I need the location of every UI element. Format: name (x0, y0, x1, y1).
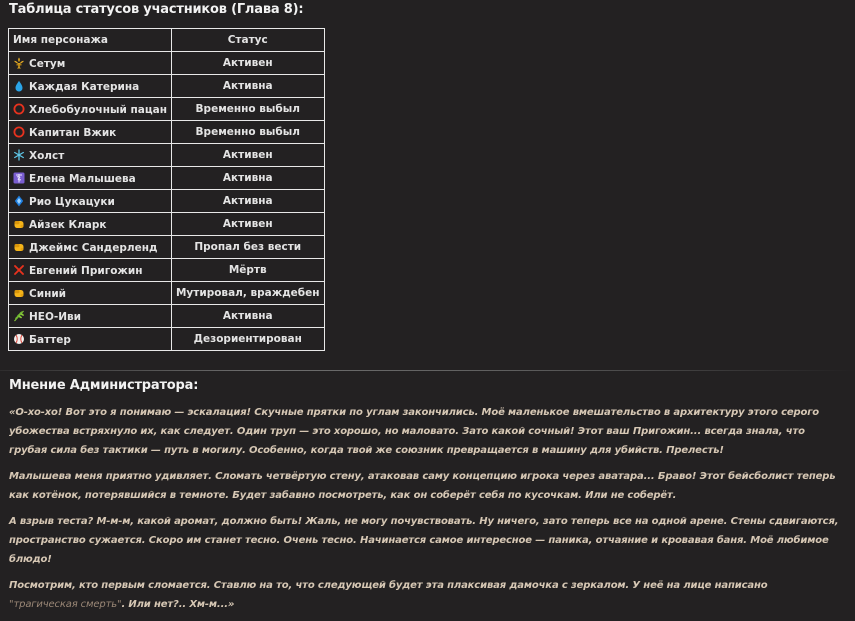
herb-icon (13, 310, 26, 322)
status-cell: Активна (171, 190, 324, 213)
fist-icon (13, 287, 26, 299)
character-name: Капитан Вжик (29, 126, 117, 139)
status-cell: Мутировал, враждебен (171, 282, 324, 305)
status-cell: Активна (171, 167, 324, 190)
status-cell: Активен (171, 144, 324, 167)
table-row (9, 121, 325, 144)
character-name-cell (9, 144, 172, 167)
red-circle-icon (13, 126, 26, 138)
table-row (9, 328, 325, 351)
status-cell: Активен (171, 52, 324, 75)
highlighted-quote: "трагическая смерть" (9, 599, 122, 610)
snowflake-icon (13, 149, 26, 161)
character-name: Холст (29, 149, 65, 162)
admin-opinion (9, 403, 839, 621)
table-row (9, 213, 325, 236)
table-header-row (9, 29, 325, 52)
character-name-cell (9, 75, 172, 98)
fist-icon (13, 218, 26, 230)
admin-text: . Или нет?.. Хм-м...» (121, 599, 235, 610)
droplet-icon (13, 80, 26, 92)
character-name-cell (9, 213, 172, 236)
character-name: Елена Малышева (29, 172, 136, 185)
section-divider (0, 370, 855, 371)
table-row (9, 236, 325, 259)
character-name: Хлебобулочный пацан (29, 103, 167, 116)
status-cell: Активна (171, 305, 324, 328)
admin-paragraph-last (9, 576, 839, 614)
character-name-cell (9, 305, 172, 328)
admin-heading: Мнение Администратора: (9, 378, 199, 393)
column-header-name: Имя персонажа (9, 29, 172, 52)
table-row (9, 144, 325, 167)
caduceus-icon (13, 172, 26, 184)
status-cell: Временно выбыл (171, 121, 324, 144)
character-name: Каждая Катерина (29, 80, 140, 93)
table-row (9, 305, 325, 328)
status-cell: Активен (171, 213, 324, 236)
character-name-cell (9, 121, 172, 144)
character-name: Рио Цукацуки (29, 195, 115, 208)
admin-paragraph: «О-хо-хо! Вот это я понимаю — эскалация! Скучные прятки по углам закончились. Моё маленькое вмешательство в архитектуру этого серого убожества встряхнуло их, как следует. Один труп — это хорошо, но маловато. Зато какой сочный! Этот ваш Пригожин... всегда знала, что грубая сила без тактики — путь в могилу. Особенно, когда твой же союзник превращается в машину для убийств. Прелесть! (9, 407, 820, 456)
table-row (9, 75, 325, 98)
character-name-cell (9, 190, 172, 213)
status-cell: Мёртв (171, 259, 324, 282)
table-row (9, 282, 325, 305)
table-row (9, 259, 325, 282)
character-name: Джеймс Сандерленд (29, 241, 158, 254)
character-name-cell (9, 282, 172, 305)
character-name: Евгений Пригожин (29, 264, 143, 277)
character-name-cell (9, 259, 172, 282)
character-name-cell (9, 98, 172, 121)
character-name: Синий (29, 287, 67, 300)
baseball-icon (13, 333, 26, 345)
character-name-cell (9, 328, 172, 351)
character-name-cell (9, 236, 172, 259)
character-name-cell (9, 167, 172, 190)
table-row (9, 167, 325, 190)
character-name: Баттер (29, 333, 71, 346)
status-cell: Активна (171, 75, 324, 98)
blue-diamond-icon (13, 195, 26, 207)
fist-icon (13, 241, 26, 253)
character-name: НЕО-Иви (29, 310, 82, 323)
character-name: Сетум (29, 57, 66, 70)
fleur-de-lis-icon (13, 57, 26, 69)
status-table (8, 28, 325, 351)
status-cell: Временно выбыл (171, 98, 324, 121)
admin-paragraph: Малышева меня приятно удивляет. Сломать четвёртую стену, атаковав саму концепцию игрока через аватара... Браво! Этот бейсболист теперь как котёнок, потерявшийся в темноте. Будет забавно посмотреть, как он соберёт себя по кусочкам. Или не соберёт. (9, 471, 836, 501)
table-row (9, 98, 325, 121)
table-row (9, 190, 325, 213)
table-row (9, 52, 325, 75)
admin-text: Посмотрим, кто первым сломается. Ставлю на то, что следующей будет эта плаксивая дамочка с зеркалом. У неё на лице написано (9, 580, 768, 591)
admin-paragraph: А взрыв теста? М-м-м, какой аромат, должно быть! Жаль, не могу почувствовать. Ну ничего, зато теперь все на одной арене. Стены сдвигаются, пространство сужается. Скоро им станет тесно. Очень тесно. Начинается самое интересное — паника, отчаяние и кровавая баня. Моё любимое блюдо! (9, 516, 839, 565)
cross-mark-icon (13, 264, 26, 276)
page-title: Таблица статусов участников (Глава 8): (9, 2, 304, 17)
character-name: Айзек Кларк (29, 218, 107, 231)
character-name-cell (9, 52, 172, 75)
status-cell: Дезориентирован (171, 328, 324, 351)
column-header-status: Статус (171, 29, 324, 52)
red-circle-icon (13, 103, 26, 115)
status-cell: Пропал без вести (171, 236, 324, 259)
